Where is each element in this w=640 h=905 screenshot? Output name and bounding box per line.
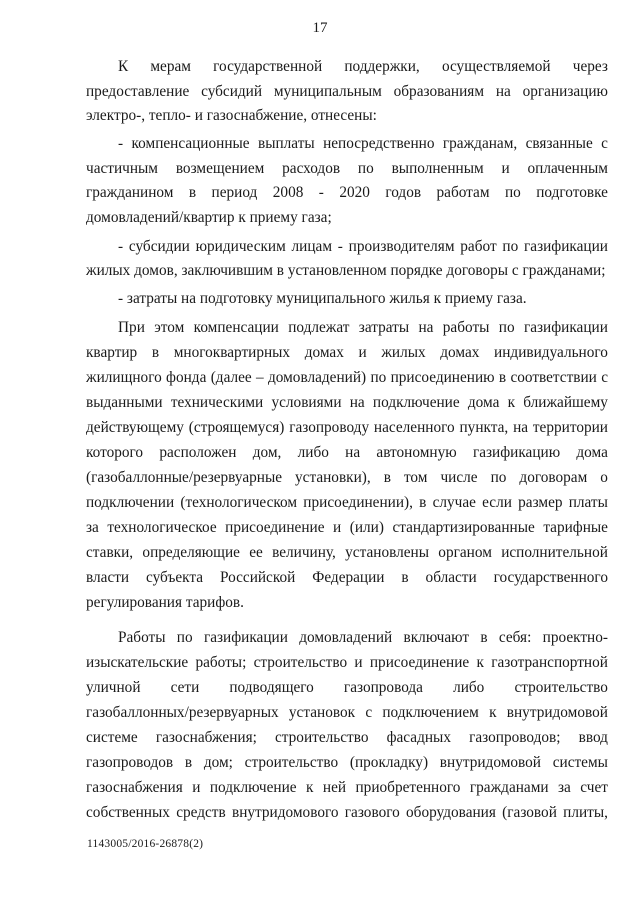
word: ввод: [578, 729, 608, 746]
word: области: [425, 569, 477, 586]
word: -: [118, 238, 124, 255]
word: присоединение: [225, 519, 325, 536]
word: годов: [385, 184, 422, 201]
word: внутридомовой: [506, 704, 608, 721]
word: газопровода: [343, 679, 423, 696]
word: с: [365, 704, 373, 721]
word: по: [370, 369, 387, 386]
word: власти: [86, 569, 130, 586]
word: населенного: [373, 419, 455, 436]
word: территории: [532, 419, 608, 436]
text-line: [0, 703, 608, 723]
text-line: [0, 159, 608, 179]
word: случае: [432, 494, 476, 511]
word: (прокладку): [349, 754, 429, 771]
word: по: [498, 319, 515, 336]
text-line: [0, 343, 608, 363]
text-line: [0, 543, 608, 563]
word: связанные: [525, 135, 593, 152]
word: субъекта: [146, 569, 204, 586]
word: автономную: [376, 444, 457, 461]
word: плиты,: [563, 804, 608, 821]
word: ее: [249, 544, 263, 561]
word: индивидуального: [494, 344, 608, 361]
word: подключение: [372, 394, 460, 411]
word: системы: [552, 754, 608, 771]
word: юридическим: [195, 238, 286, 255]
word: период: [211, 184, 258, 201]
word: за: [558, 779, 571, 796]
word: Работы: [118, 629, 166, 646]
word: пункта,: [459, 419, 509, 436]
word: осуществляемой: [441, 58, 551, 75]
word: (строящемуся): [188, 419, 285, 436]
word: присоединении),: [303, 494, 413, 511]
word: присоединению: [390, 369, 495, 386]
word: договорам: [519, 469, 588, 486]
word: (технологическом: [180, 494, 298, 511]
word: предоставление: [86, 83, 190, 100]
text-line: [0, 393, 608, 413]
word: производителям: [348, 238, 455, 255]
word: фасадных: [386, 729, 451, 746]
word: газификации: [523, 319, 608, 336]
text-line: - затраты на подготовку муниципального жилья к приему газа.: [118, 290, 527, 307]
text-line: [0, 653, 608, 673]
word: тарифные: [543, 519, 608, 536]
word: по: [176, 629, 193, 646]
word: –: [256, 369, 264, 386]
word: средств: [176, 804, 226, 821]
word: (или): [349, 519, 384, 536]
word: на: [418, 319, 434, 336]
word: газотранспортной: [491, 654, 608, 671]
word: -: [118, 135, 124, 152]
word: по: [490, 469, 507, 486]
word: присоединение: [369, 654, 470, 671]
word: себя:: [498, 629, 532, 646]
word: на: [495, 83, 511, 100]
word: газового: [344, 804, 400, 821]
word: подключение: [209, 779, 297, 796]
text-line: [0, 468, 608, 488]
word: соответствии: [510, 369, 597, 386]
word: государственной: [213, 58, 323, 75]
text-line: [0, 57, 608, 77]
word: работы;: [195, 654, 247, 671]
text-line: жилых домов, заключившим в установленном порядке договоры с гражданами;: [86, 262, 606, 279]
word: муниципальным: [273, 83, 382, 100]
word: дом;: [203, 754, 233, 771]
word: стандартизированные: [392, 519, 535, 536]
word: установки),: [295, 469, 371, 486]
word: условиями: [271, 394, 342, 411]
word: исполнительной: [501, 544, 608, 561]
word: либо: [453, 679, 485, 696]
word: работам: [436, 184, 490, 201]
word: субсидии: [128, 238, 190, 255]
word: подключением: [382, 704, 479, 721]
word: подлежат: [288, 319, 350, 336]
word: образованиям: [393, 83, 484, 100]
word: дома: [467, 394, 500, 411]
word: выплаты: [257, 135, 315, 152]
word: выданными: [86, 394, 163, 411]
word: по: [502, 238, 519, 255]
text-line: [0, 568, 608, 588]
word: и: [501, 160, 510, 177]
text-line: [0, 778, 608, 798]
word: органом: [438, 544, 492, 561]
word: газобаллонных/резервуарных: [86, 704, 279, 721]
word: строительство: [514, 679, 608, 696]
word: компенсационные: [131, 135, 250, 152]
word: установок: [288, 704, 356, 721]
word: расходов: [282, 160, 341, 177]
word: в: [184, 754, 193, 771]
word: работы: [442, 319, 490, 336]
word: газопроводов: [86, 754, 174, 771]
word: выполненным: [391, 160, 484, 177]
word: газификацию: [472, 444, 561, 461]
text-line: [0, 443, 608, 463]
word: к: [306, 779, 314, 796]
text-line: [0, 368, 608, 388]
word: гражданам,: [442, 135, 518, 152]
word: в: [419, 494, 427, 511]
word: на: [349, 394, 365, 411]
word: Российской: [219, 569, 296, 586]
word: строительство: [244, 754, 339, 771]
word: газопроводов;: [469, 729, 561, 746]
text-line: домовладений/квартир к приему газа;: [86, 209, 332, 226]
word: размер: [518, 494, 563, 511]
word: дом,: [252, 444, 282, 461]
word: изыскательские: [86, 654, 189, 671]
word: с: [601, 135, 608, 152]
word: собственных: [86, 804, 170, 821]
word: жилищного: [86, 369, 162, 386]
word: которого: [86, 444, 144, 461]
word: дома: [576, 444, 608, 461]
text-line: [0, 134, 608, 154]
word: определяющие: [142, 544, 240, 561]
word: платы: [568, 494, 608, 511]
text-line: электро-, тепло- и газоснабжение, отнесены:: [86, 107, 377, 124]
word: на: [513, 419, 529, 436]
word: ней: [322, 779, 347, 796]
word: строительство: [275, 729, 369, 746]
word: домах: [440, 344, 480, 361]
page-number: 17: [312, 20, 328, 36]
word: проектно-: [542, 629, 608, 646]
word: домах: [304, 344, 344, 361]
word: гражданами: [469, 779, 549, 796]
text-line: [0, 518, 608, 538]
word: субсидий: [201, 83, 263, 100]
word: уличной: [86, 679, 141, 696]
word: 2020: [339, 184, 370, 201]
word: (газобаллонные/резервуарные: [86, 469, 283, 486]
word: системе: [86, 729, 138, 746]
word: домовладений): [267, 369, 367, 386]
word: счет: [580, 779, 608, 796]
word: в: [498, 369, 507, 386]
word: в: [188, 184, 197, 201]
word: в: [151, 344, 160, 361]
word: гражданином: [86, 184, 174, 201]
word: оплаченным: [527, 160, 608, 177]
word: подготовке: [536, 184, 608, 201]
word: газификации: [203, 629, 288, 646]
word: если: [482, 494, 512, 511]
word: внутридомовой: [439, 754, 541, 771]
word: по: [504, 184, 521, 201]
word: и: [333, 519, 342, 536]
word: затраты: [358, 319, 410, 336]
word: в: [401, 569, 409, 586]
word: этом: [154, 319, 185, 336]
word: технологическое: [107, 519, 217, 536]
word: и: [354, 654, 363, 671]
document-footer-code: 1143005/2016-26878(2): [87, 838, 204, 850]
word: и: [358, 344, 367, 361]
word: газификации: [524, 238, 608, 255]
word: на: [345, 444, 361, 461]
word: 2008: [272, 184, 304, 201]
word: Федерации: [312, 569, 385, 586]
text-line: [0, 803, 608, 823]
word: о: [600, 469, 608, 486]
word: либо: [297, 444, 329, 461]
word: строительство: [253, 654, 348, 671]
word: газоснабжения;: [155, 729, 257, 746]
word: частичным: [86, 160, 158, 177]
text-line: регулирования тарифов.: [86, 594, 244, 611]
word: с: [601, 369, 608, 386]
word: домовладений: [299, 629, 393, 646]
text-line: [0, 493, 608, 513]
text-line: [0, 318, 608, 338]
word: приобретенного: [355, 779, 461, 796]
word: оборудования: [406, 804, 496, 821]
word: При: [118, 319, 145, 336]
text-line: [0, 183, 608, 203]
text-line: [0, 418, 608, 438]
word: К: [118, 58, 129, 75]
word: подключении: [86, 494, 175, 511]
word: сети: [170, 679, 200, 696]
word: числе: [440, 469, 478, 486]
word: ставки,: [86, 544, 134, 561]
word: в: [480, 629, 488, 646]
word: многоквартирных: [173, 344, 291, 361]
word: газоснабжения: [86, 779, 183, 796]
word: фонда: [166, 369, 207, 386]
word: том: [403, 469, 428, 486]
word: внутридомового: [231, 804, 339, 821]
text-line: [0, 678, 608, 698]
word: непосредственно: [323, 135, 435, 152]
word: и: [192, 779, 201, 796]
word: в: [383, 469, 391, 486]
word: возмещением: [175, 160, 265, 177]
word: -: [318, 184, 324, 201]
word: компенсации: [193, 319, 279, 336]
word: техническими: [170, 394, 264, 411]
word: организацию: [522, 83, 608, 100]
word: через: [572, 58, 608, 75]
word: государственного: [493, 569, 608, 586]
word: ближайшему: [523, 394, 608, 411]
word: квартир: [86, 344, 138, 361]
word: мерам: [150, 58, 191, 75]
word: жилых: [381, 344, 426, 361]
word: (далее: [210, 369, 252, 386]
text-line: [0, 728, 608, 748]
word: подводящего: [229, 679, 314, 696]
word: газопроводу: [289, 419, 370, 436]
word: по: [357, 160, 374, 177]
word: включают: [403, 629, 470, 646]
word: расположен: [159, 444, 237, 461]
word: величину,: [272, 544, 336, 561]
word: к: [476, 654, 484, 671]
word: -: [337, 238, 343, 255]
word: к: [489, 704, 497, 721]
text-line: [0, 628, 608, 648]
word: за: [86, 519, 99, 536]
word: работ: [460, 238, 497, 255]
word: поддержки,: [344, 58, 420, 75]
text-line: [0, 753, 608, 773]
word: лицам: [291, 238, 333, 255]
text-line: [0, 82, 608, 102]
word: (газовой: [502, 804, 557, 821]
text-line: [0, 237, 608, 257]
word: действующему: [86, 419, 184, 436]
word: к: [507, 394, 516, 411]
word: установлены: [345, 544, 429, 561]
